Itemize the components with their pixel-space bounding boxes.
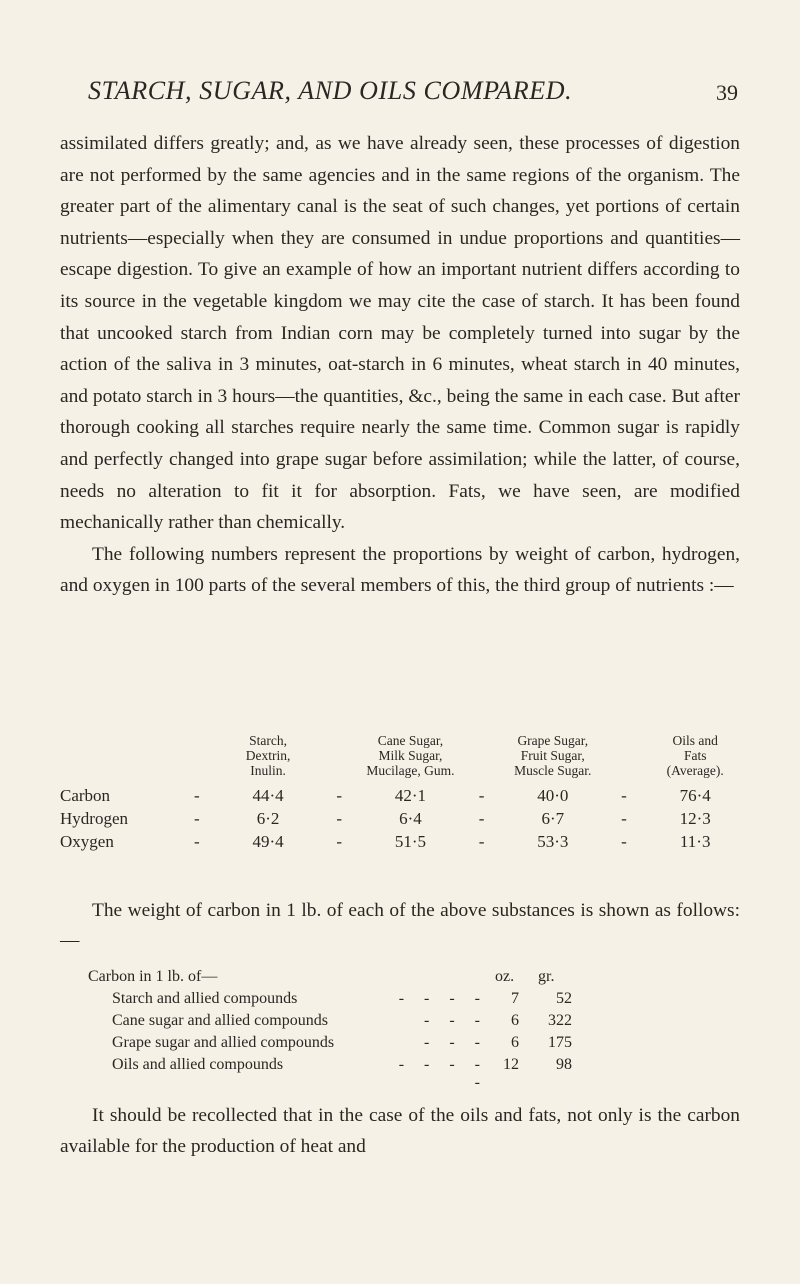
page-number: 39 (716, 80, 738, 105)
row-label-header (60, 733, 180, 784)
table-cell: 76·4 (679, 785, 711, 805)
carbon-heading-label: Carbon in 1 lb. of— (88, 968, 218, 985)
table-row: Oils and allied compounds - - - - - 12 98 (112, 1056, 572, 1091)
paragraph-3: The weight of carbon in 1 lb. of each of the above substances is shown as follows:— (60, 900, 740, 951)
paragraph-3-block (60, 896, 740, 956)
carbon-weight-table (88, 968, 728, 1091)
table-cell: 51·5 (394, 831, 427, 851)
table-row-carbon: Carbon - 44·4 - 42·1 - 40·0 - 76·4 (60, 784, 750, 807)
table-cell: 12·3 (679, 808, 711, 828)
table-row-oxygen: Oxygen - 49·4 - 51·5 - 53·3 - 11·3 (60, 830, 750, 853)
table-row: Grape sugar and allied compounds - - - 6 175 (112, 1034, 572, 1051)
table-row: Cane sugar and allied compounds - - - 6 322 (112, 1012, 572, 1029)
paragraph-4: It should be recollected that in the case of the oils and fats, not only is the carbon available for the production of heat and (60, 1105, 740, 1157)
column-header-grape-sugar: Grape Sugar, Fruit Sugar, Muscle Sugar. (514, 733, 592, 778)
table-cell: 6·2 (256, 808, 280, 828)
table-cell: 6·7 (541, 808, 565, 828)
table-cell: 49·4 (252, 831, 284, 851)
table-row-hydrogen: Hydrogen - 6·2 - 6·4 - 6·7 - 12·3 (60, 807, 750, 830)
body-text (60, 128, 740, 602)
row-label: Hydrogen (60, 808, 128, 828)
nutrient-proportions-table (60, 733, 750, 853)
table-row: Starch and allied compounds - - - - 7 52 (112, 990, 572, 1007)
column-header-oils-fats: Oils and Fats (Average). (666, 733, 724, 778)
paragraph-1: assimilated differs greatly; and, as we have already seen, these processes of digestion are not performed by the same agencies and in the same regions of the organism. The greater part of the alimentary canal is the seat of such changes, yet portions of certain nutrients—especially when they are consumed in undue proportions and quantities—escape digestion. To give an example of how an important nutrient differs according to its source in the vegetable kingdom we may cite the case of starch. It has been found that uncooked starch from Indian corn may be completely turned into sugar by the action of the saliva in 3 minutes, oat-starch in 6 minutes, wheat starch in 40 minutes, and potato starch in 3 hours—the quantities, &c., being the same in each case. But after thorough cooking all starches require nearly the same time. Common sugar is rapidly and perfectly changed into grape sugar before assimilation; while the latter, of course, needs no alteration to fit it for absorption. Fats, we have seen, are modified mechanically rather than chemically. (60, 133, 740, 534)
paragraph-2: The following numbers represent the proportions by weight of carbon, hydrogen, and oxygen in 100 parts of the several members of this, the third group of nutrients :— (60, 543, 740, 597)
running-header: STARCH, SUGAR, AND OILS COMPARED. (88, 76, 573, 105)
paragraph-4-block (60, 1100, 740, 1162)
table-cell: 53·3 (537, 831, 569, 851)
unit-gr: gr. (538, 968, 555, 985)
table-header-row (60, 733, 750, 784)
table-cell: 44·4 (252, 785, 284, 805)
row-label: Carbon (60, 785, 111, 805)
column-header-cane-sugar: Cane Sugar, Milk Sugar, Mucilage, Gum. (366, 733, 455, 778)
table-cell: 11·3 (679, 831, 711, 851)
table-cell: 42·1 (394, 785, 427, 805)
carbon-table-heading (88, 968, 728, 990)
unit-oz: oz. (495, 968, 515, 985)
table-cell: 6·4 (399, 808, 422, 828)
table-cell: 40·0 (537, 785, 569, 805)
column-header-starch: Starch, Dextrin, Inulin. (245, 733, 291, 778)
row-label: Oxygen (60, 831, 114, 851)
